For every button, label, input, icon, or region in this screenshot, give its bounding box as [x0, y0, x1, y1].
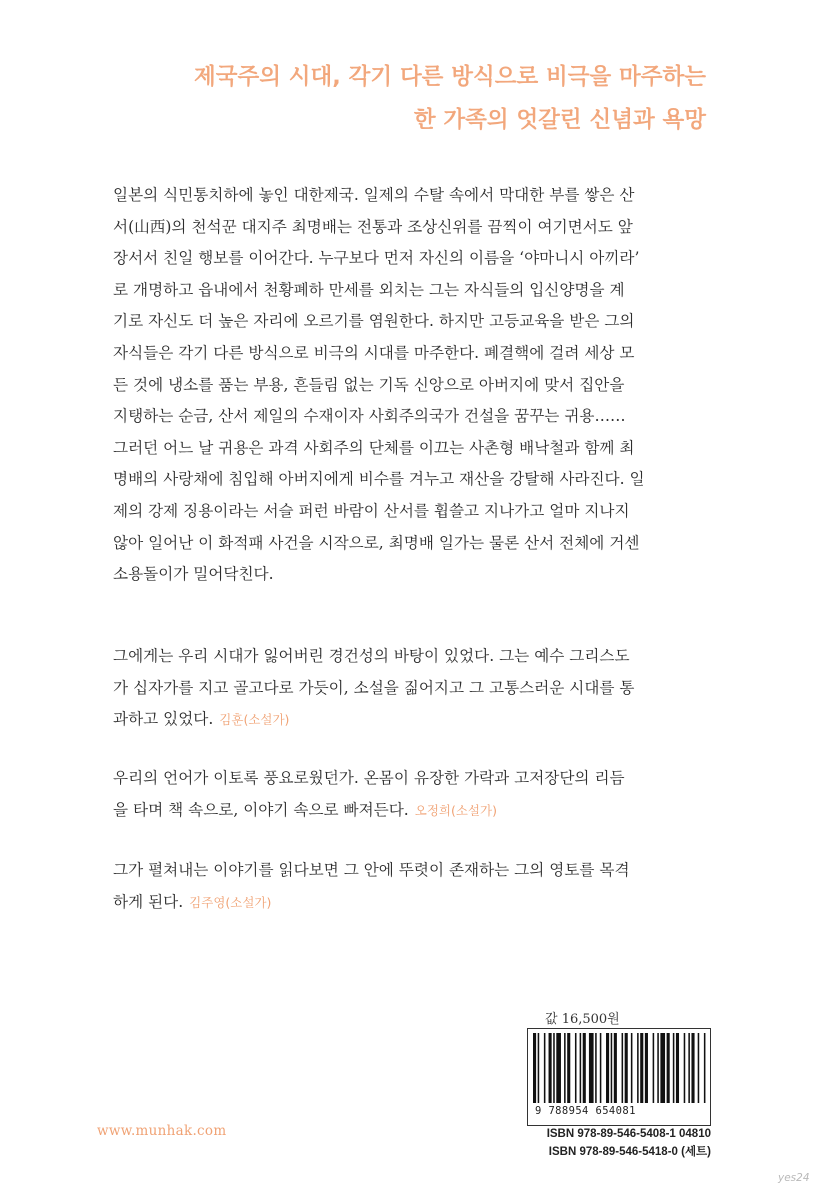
- synopsis-line: 않아 일어난 이 화적패 사건을 시작으로, 최명배 일가는 물론 산서 전체에 거센: [113, 533, 640, 552]
- synopsis-line: 장서서 친일 행보를 이어간다. 누구보다 먼저 자신의 이름을 ‘야마니시 아끼라’: [113, 249, 640, 268]
- headline-line-2: 한 가족의 엇갈린 신념과 욕망: [413, 107, 706, 133]
- blurb-quote-kim-hoon: [113, 641, 635, 736]
- quote-line: 그가 펼쳐내는 이야기를 읽다보면 그 안에 뚜렷이 존재하는 그의 영토를 목격: [113, 861, 630, 879]
- synopsis-line: 제의 강제 징용이라는 서슬 퍼런 바람이 산서를 휩쓸고 지나가고 얼마 지나지: [113, 501, 630, 520]
- quote-line: [113, 887, 630, 919]
- quote-line-text: 과하고 있었다.: [113, 710, 214, 729]
- quote-attribution: 오정희(소설가): [414, 802, 497, 818]
- headline: [194, 56, 706, 142]
- synopsis-line: 서(山西)의 천석꾼 대지주 최명배는 전통과 조상신위를 끔찍이 여기면서도 앞: [113, 217, 633, 236]
- synopsis-line: 명배의 사랑채에 침입해 아버지에게 비수를 겨누고 재산을 강탈해 사라진다. 일: [113, 470, 645, 489]
- watermark-logo: yes24: [778, 1172, 810, 1184]
- quote-line: 그에게는 우리 시대가 잃어버린 경건성의 바탕이 있었다. 그는 예수 그리스도: [113, 647, 630, 665]
- barcode-bars: [533, 1033, 707, 1103]
- quote-line: [113, 795, 625, 827]
- synopsis-line: 그러던 어느 날 귀용은 과격 사회주의 단체를 이끄는 사촌형 배낙철과 함께 최: [113, 438, 635, 457]
- blurb-quote-oh-jung-hee: [113, 763, 625, 826]
- publisher-website: www.munhak.com: [97, 1123, 227, 1139]
- headline-line-1: 제국주의 시대, 각기 다른 방식으로 비극을 마주하는: [194, 64, 706, 90]
- synopsis-line: 기로 자신도 더 높은 자리에 오르기를 염원한다. 하지만 고등교육을 받은 그의: [113, 312, 635, 331]
- quote-line: 우리의 언어가 이토록 풍요로웠던가. 온몸이 유장한 가락과 고저장단의 리듬: [113, 769, 625, 787]
- price-label: 값 16,500원: [545, 1012, 620, 1027]
- quote-line: [113, 704, 635, 736]
- synopsis-line: 든 것에 냉소를 품는 부용, 흔들림 없는 기독 신앙으로 아버지에 맞서 집안을: [113, 375, 625, 394]
- quote-line-text: 하게 된다.: [113, 892, 184, 911]
- quote-line: 가 십자가를 지고 골고다로 가듯이, 소설을 짊어지고 그 고통스러운 시대를 통: [113, 678, 635, 697]
- synopsis: [113, 180, 645, 591]
- isbn-barcode: [527, 1028, 711, 1126]
- synopsis-line: 로 개명하고 읍내에서 천황폐하 만세를 외치는 그는 자식들의 입신양명을 계: [113, 280, 625, 299]
- quote-line-text: 을 타며 책 속으로, 이야기 속으로 빠져든다.: [113, 800, 409, 819]
- quote-attribution: 김주영(소설가): [189, 894, 272, 910]
- quote-attribution: 김훈(소설가): [219, 712, 290, 728]
- blurb-quote-kim-joo-young: [113, 855, 630, 918]
- isbn-set-number: ISBN 978-89-546-5418-0 (세트): [548, 1146, 711, 1158]
- isbn-number: ISBN 978-89-546-5408-1 04810: [546, 1128, 711, 1140]
- synopsis-line: 일본의 식민통치하에 놓인 대한제국. 일제의 수탈 속에서 막대한 부를 쌓은 산: [113, 186, 635, 204]
- synopsis-line: 자식들은 각기 다른 방식으로 비극의 시대를 마주한다. 폐결핵에 걸려 세상 모: [113, 343, 635, 362]
- synopsis-line: 지탱하는 순금, 산서 제일의 수재이자 사회주의국가 건설을 꿈꾸는 귀용……: [113, 407, 626, 426]
- barcode-digits: 9 788954 654081: [535, 1105, 636, 1117]
- synopsis-line: 소용돌이가 밀어닥친다.: [113, 565, 274, 584]
